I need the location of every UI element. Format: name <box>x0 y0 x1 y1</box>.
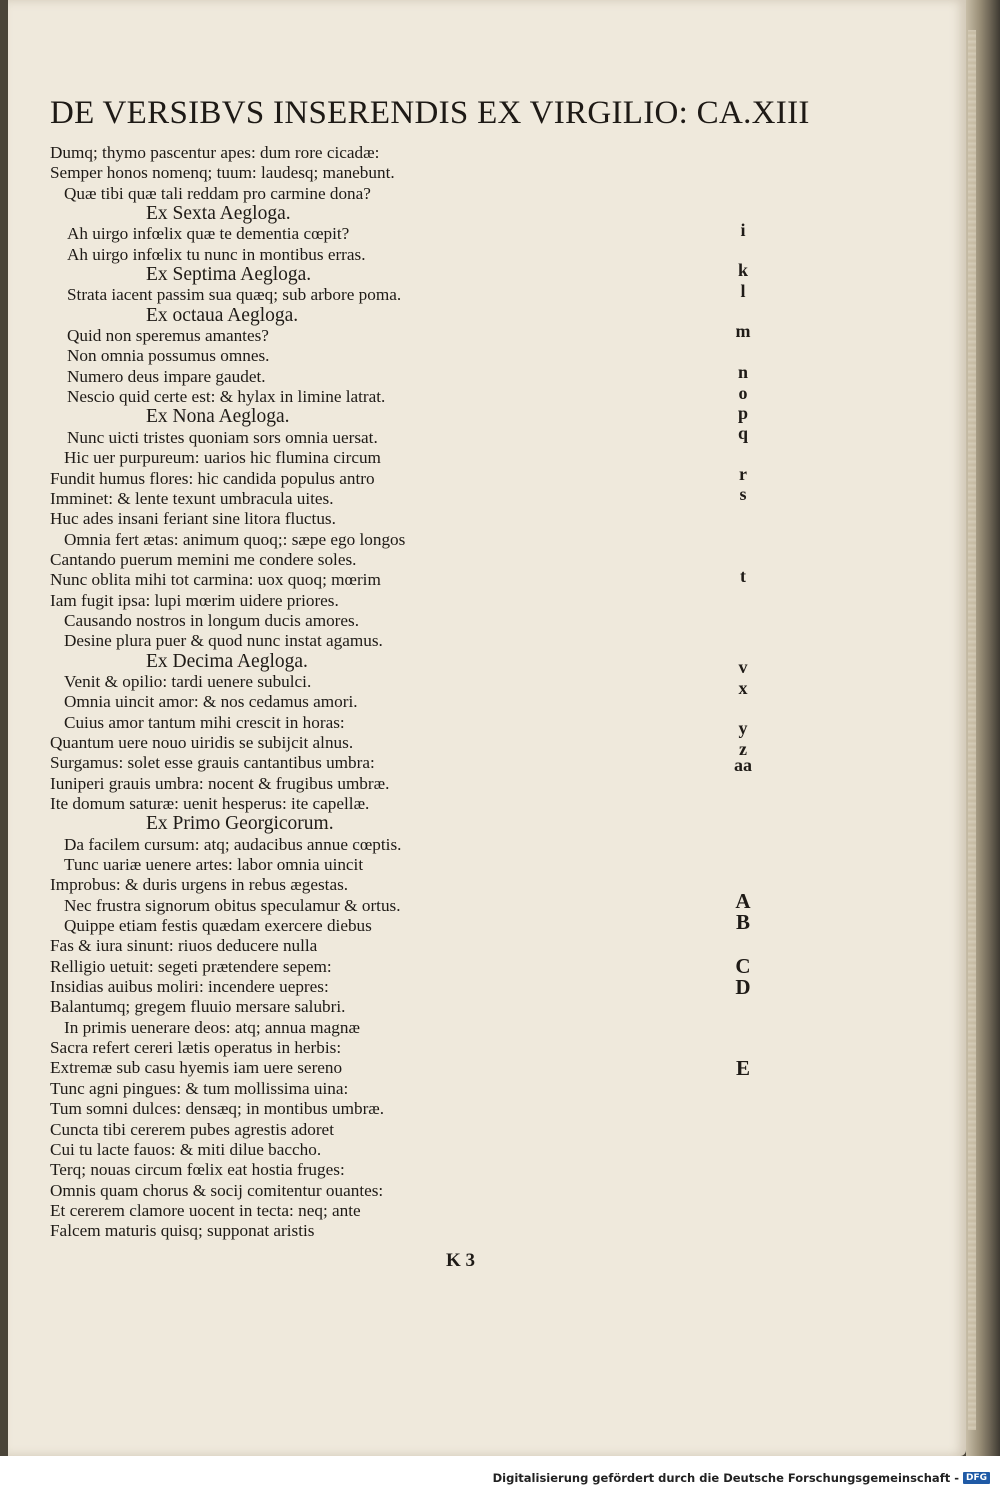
margin-marker: x <box>738 677 748 698</box>
verse-line: Strata iacent passim sua quæq; sub arbore poma. <box>67 285 402 305</box>
verse-line: Tunc uariæ uenere artes: labor omnia uincit <box>64 855 364 875</box>
verse-line: Fundit humus flores: hic candida populus antro <box>50 468 375 488</box>
dfg-credit-text: Digitalisierung gefördert durch die Deutsche Forschungsgemeinschaft - <box>492 1471 959 1485</box>
margin-marker: m <box>735 321 751 342</box>
verse-line: Da facilem cursum: atq; audacibus annue cœptis. <box>64 834 402 854</box>
verse-line: Quid non speremus amantes? <box>67 326 269 346</box>
verse-line: Cantando puerum memini me condere soles. <box>50 549 357 569</box>
verse-line: Balantumq; gregem fluuio mersare salubri. <box>50 997 346 1017</box>
verse-line: Non omnia possumus omnes. <box>67 346 270 366</box>
margin-marker: E <box>735 1056 750 1081</box>
verse-line: Cuncta tibi cererem pubes agrestis adoret <box>50 1119 334 1139</box>
verse-line: Huc ades insani feriant sine litora fluctus. <box>50 509 336 529</box>
margin-marker: z <box>739 738 747 759</box>
verse-line: Ite domum saturæ: uenit hesperus: ite capellæ. <box>50 794 370 813</box>
verse-line: Ah uirgo infœlix tu nunc in montibus erras. <box>67 244 366 264</box>
margin-marker: r <box>739 463 747 484</box>
verse-line: Quæ tibi quæ tali reddam pro carmine dona? <box>64 183 371 203</box>
dfg-logo: DFG <box>963 1472 990 1484</box>
verse-line: Terq; nouas circum fœlix eat hostia fruges: <box>50 1160 345 1180</box>
section-heading: Ex octaua Aegloga. <box>146 304 299 326</box>
margin-marker: D <box>735 974 751 999</box>
verse-line: Omnia fert ætas: animum quoq;: sæpe ego longos <box>64 529 406 549</box>
margin-marker: v <box>738 657 748 678</box>
verse-line: Tum somni dulces: densæq; in montibus umbræ. <box>50 1099 385 1119</box>
verse-line: Relligio uetuit: segeti prætendere sepem: <box>50 956 332 976</box>
verse-line: Desine plura puer & quod nunc instat agamus. <box>64 631 383 651</box>
verse-line: Imminet: & lente texunt umbracula uites. <box>50 488 334 508</box>
page-stack-edge <box>968 30 976 1430</box>
verse-line: Tunc agni pingues: & tum mollissima uina: <box>50 1078 349 1098</box>
verse-line: Insidias auibus moliri: incendere uepres: <box>50 977 329 997</box>
margin-marker: aa <box>734 754 752 775</box>
margin-marker: p <box>737 402 748 423</box>
margin-marker: o <box>738 382 748 403</box>
margin-marker: q <box>737 423 748 444</box>
verse-line: Improbus: & duris urgens in rebus ægestas. <box>50 875 349 895</box>
verse-line: Nunc oblita mihi tot carmina: uox quoq; mœrim <box>50 570 381 590</box>
verse-line: Causando nostros in longum ducis amores. <box>64 610 360 630</box>
margin-marker: B <box>735 909 750 934</box>
verse-line: Iam fugit ipsa: lupi mœrim uidere priores. <box>50 590 339 610</box>
page-title: DE VERSIBVS INSERENDIS EX VIRGILIO: CA.XIII <box>50 95 810 131</box>
verse-line: Ah uirgo infœlix quæ te dementia cœpit? <box>67 224 350 244</box>
verse-line: Omnia uincit amor: & nos cedamus amori. <box>64 692 358 712</box>
verse-line: Hic uer purpureum: uarios hic flumina circum <box>64 448 381 468</box>
verse-line: Fas & iura sinunt: riuos deducere nulla <box>50 936 318 956</box>
verse-line: Venit & opilio: tardi uenere subulci. <box>64 671 312 691</box>
verse-line: Sacra refert cereri lætis operatus in herbis: <box>50 1038 342 1058</box>
section-heading: Ex Primo Georgicorum. <box>146 813 334 835</box>
verse-text-block <box>50 143 690 1242</box>
dfg-credit <box>493 1470 990 1486</box>
verse-line: Nunc uicti tristes quoniam sors omnia uersat. <box>67 427 378 447</box>
verse-line: In primis uenerare deos: atq; annua magnæ <box>64 1017 360 1037</box>
verse-line: Numero deus impare gaudet. <box>67 366 266 386</box>
signature-mark: K 3 <box>446 1250 476 1271</box>
section-heading: Ex Nona Aegloga. <box>146 406 290 428</box>
verse-line: Cuius amor tantum mihi crescit in horas: <box>64 712 345 732</box>
section-heading: Ex Decima Aegloga. <box>146 650 308 672</box>
verse-line: Extremæ sub casu hyemis iam uere sereno <box>50 1058 343 1078</box>
margin-marker: s <box>739 484 747 505</box>
verse-line: Et cererem clamore uocent in tecta: neq; ante <box>50 1200 361 1220</box>
verse-line: Nescio quid certe est: & hylax in limine latrat. <box>67 387 386 407</box>
verse-line: Dumq; thymo pascentur apes: dum rore cicadæ: <box>50 143 380 162</box>
margin-marker: C <box>735 954 751 979</box>
margin-marker: A <box>735 889 751 914</box>
margin-marker: l <box>740 280 746 301</box>
verse-line: Falcem maturis quisq; supponat aristis <box>50 1221 315 1241</box>
verse-line: Quantum uere nouo uiridis se subijcit alnus. <box>50 732 354 752</box>
verse-line: Cui tu lacte fauos: & miti dilue baccho. <box>50 1139 322 1159</box>
margin-marker: i <box>740 219 746 240</box>
verse-line: Quippe etiam festis quædam exercere diebus <box>64 916 372 936</box>
margin-marker: k <box>737 260 748 281</box>
verse-line: Semper honos nomenq; tuum: laudesq; manebunt. <box>50 163 395 183</box>
verse-line: Iuniperi grauis umbra: nocent & frugibus umbræ. <box>50 773 390 793</box>
section-heading: Ex Sexta Aegloga. <box>146 203 291 225</box>
margin-marker: n <box>737 362 748 383</box>
verse-line: Nec frustra signorum obitus speculamur & ortus. <box>64 895 401 915</box>
section-heading: Ex Septima Aegloga. <box>146 264 312 286</box>
margin-marker: y <box>738 718 748 739</box>
verse-line: Omnis quam chorus & socij comitentur ouantes: <box>50 1180 384 1200</box>
verse-line: Surgamus: solet esse grauis cantantibus umbra: <box>50 753 375 773</box>
margin-marker: t <box>740 565 746 586</box>
